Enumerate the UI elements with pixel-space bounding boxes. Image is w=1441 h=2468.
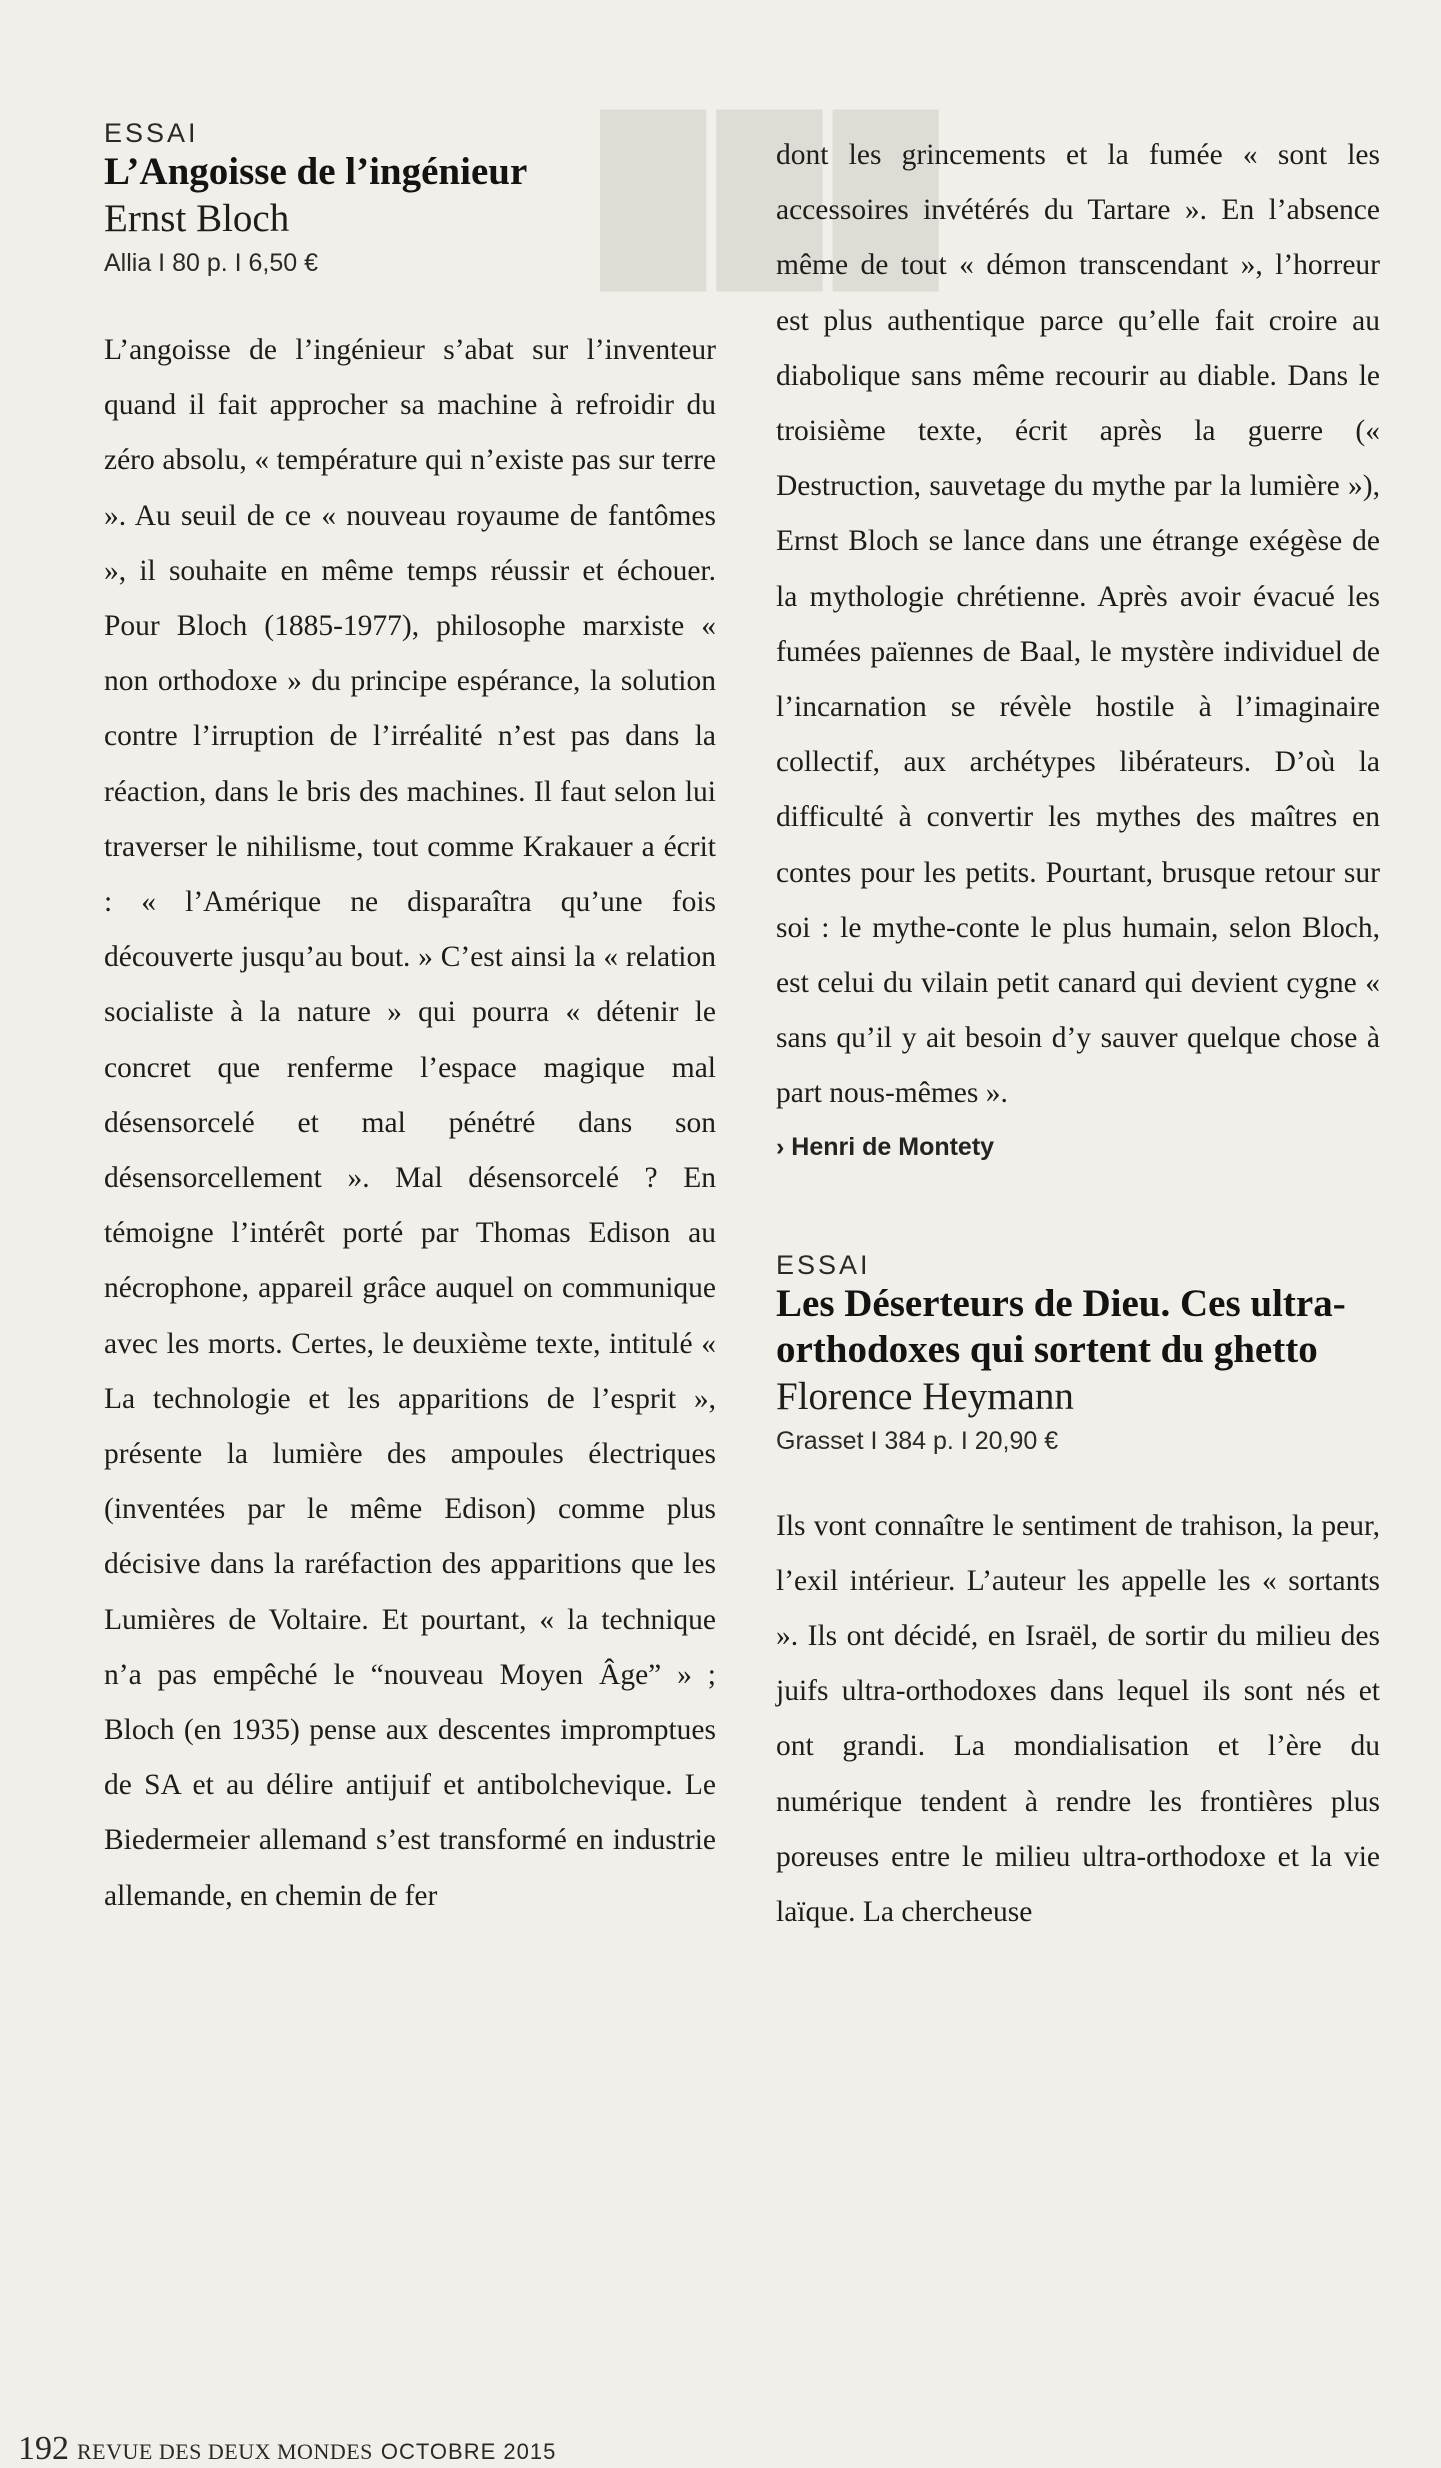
review-1-body-continued: dont les grincements et la fumée « sont les accessoires invétérés du Tartare ». En l’absence même de tout « démon transcendant », l’horreur est plus authentique parce qu’elle fait croire au diabolique sans même recourir au diable. Dans le troisième texte, écrit après la guerre (« Destruction, sauvetage du mythe par la lumière »), Ernst Bloch se lance dans une étrange exégèse de la mythologie chrétienne. Après avoir évacué les fumées païennes de Baal, le mystère individuel de l’incarnation se révèle hostile à l’imaginaire collectif, aux archétypes libérateurs. D’où la difficulté à convertir les mythes des maîtres en contes pour les petits. Pourtant, brusque retour sur soi : le mythe-conte le plus humain, selon Bloch, est celui du vilain petit canard qui devient cygne « sans qu’il y ait besoin d’y sauver quelque chose à part nous-mêmes ». [776, 139, 1380, 1110]
review-2-title: Les Déserteurs de Dieu. Ces ultra-orthodoxes qui sortent du ghetto [776, 1281, 1346, 1371]
page-number: 192 [18, 2430, 69, 2467]
left-column [104, 118, 716, 1924]
review-1-signature: › Henri de Montety [776, 1132, 995, 1161]
review-1-section-label: ESSAI [104, 118, 199, 148]
review-2-publication-info: Grasset I 384 p. I 20,90 € [776, 1426, 1059, 1455]
show-through-texture: ███ [590, 113, 939, 279]
right-column [776, 128, 1380, 1940]
review-1-author: Ernst Bloch [104, 197, 290, 240]
review-2 [776, 1250, 1380, 1941]
review-2-section-label: ESSAI [776, 1249, 871, 1280]
issue-date: OCTOBRE 2015 [380, 2439, 557, 2464]
publication-name: REVUE DES DEUX MONDES [77, 2439, 373, 2464]
review-1-body: L’angoisse de l’ingénieur s’abat sur l’inventeur quand il fait approcher sa machine à refroidir du zéro absolu, « température qui n’existe pas sur terre ». Au seuil de ce « nouveau royaume de fantômes », il souhaite en même temps réussir et échouer. Pour Bloch (1885-1977), philosophe marxiste « non orthodoxe » du principe espérance, la solution contre l’irruption de l’irréalité n’est pas dans la réaction, dans le bris des machines. Il faut selon lui traverser le nihilisme, tout comme Krakauer a écrit : « l’Amérique ne disparaîtra qu’une fois découverte jusqu’au bout. » C’est ainsi la « relation socialiste à la nature » qui pourra « détenir le concret que renferme l’espace magique mal désensorcelé et mal pénétré dans son désensorcellement ». Mal désensorcelé ? En témoigne l’intérêt porté par Thomas Edison au nécrophone, appareil grâce auquel on communique avec les morts. Certes, le deuxième texte, intitulé « La technologie et les apparitions de l’esprit », présente la lumière des ampoules électriques (inventées par le même Edison) comme plus décisive dans la raréfaction des apparitions que les Lumières de Voltaire. Et pourtant, « la technique n’a pas empêché le “nouveau Moyen Âge” » ; Bloch (en 1935) pense aux descentes impromptues de SA et au délire antijuif et antibolchevique. Le Biedermeier allemand s’est transformé en industrie allemande, en chemin de fer [104, 334, 716, 1912]
review-2-body: Ils vont connaître le sentiment de trahison, la peur, l’exil intérieur. L’auteur les appelle les « sortants ». Ils ont décidé, en Israël, de sortir du milieu des juifs ultra-orthodoxes dans lequel ils sont nés et ont grandi. La mondialisation et l’ère du numérique tendent à rendre les frontières plus poreuses entre le milieu ultra-orthodoxe et la vie laïque. La chercheuse [776, 1509, 1380, 1929]
review-1-publication-info: Allia I 80 p. I 6,50 € [104, 249, 319, 277]
review-2-author: Florence Heymann [776, 1374, 1074, 1418]
review-1-title: L’Angoisse de l’ingénieur [104, 150, 528, 193]
page-footer [18, 2430, 557, 2467]
